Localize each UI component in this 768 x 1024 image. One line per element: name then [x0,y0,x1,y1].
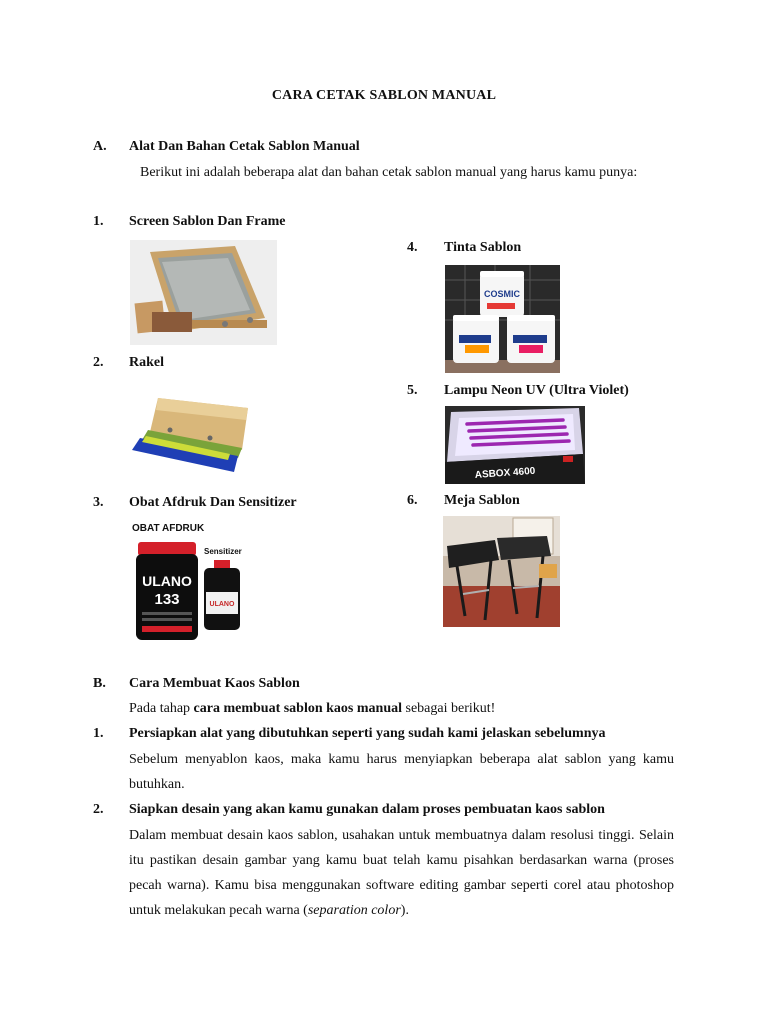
tool-number: 3. [93,495,104,510]
sensitizer-label: Sensitizer [204,547,242,556]
ink-buckets-photo [445,265,560,373]
tool-label: Obat Afdruk Dan Sensitizer [129,495,297,510]
step-body: Sebelum menyablon kaos, maka kamu harus menyiapkan beberapa alat sablon yang kamu butuhkan. [129,752,674,792]
screen-frame-photo [130,240,277,345]
tool-number: 6. [407,493,418,508]
afdruk-number: 133 [154,591,180,608]
step-body-end: ). [400,903,409,918]
tool-number: 2. [93,355,104,370]
tool-label: Rakel [129,355,164,370]
tool-label: Screen Sablon Dan Frame [129,214,286,229]
tool-number: 1. [93,214,104,229]
afdruk-label: OBAT AFDRUK [132,523,205,534]
tool-label: Tinta Sablon [444,240,522,255]
printing-table-photo [443,516,560,627]
section-a-intro: Berikut ini adalah beberapa alat dan bahan cetak sablon manual yang harus kamu punya: [140,165,638,180]
section-a-heading: Alat Dan Bahan Cetak Sablon Manual [129,139,360,154]
tool-label: Lampu Neon UV (Ultra Violet) [444,383,629,398]
step-body-italic: separation color [307,903,401,918]
step-body-text: Dalam membuat desain kaos sablon, usahakan untuk membuatnya dalam resolusi tinggi. Selain itu pastikan desain gambar yang kamu buat telah kamu pisahkan berdasarkan warna (proses pecah warna). Kamu bisa menggunakan software editing gambar seperti corel atau photoshop untuk melakukan pecah warna ( [129,828,674,918]
document-title: CARA CETAK SABLON MANUAL [271,88,497,103]
emulsion-sensitizer-photo [130,518,250,643]
uv-box-brand: ASBOX 4600 [474,465,536,481]
tool-label: Meja Sablon [444,493,520,508]
tool-number: 4. [407,240,418,255]
afdruk-brand: ULANO [142,573,192,589]
uv-lamp-photo [445,406,585,484]
intro-text-end: sebagai berikut! [402,701,496,716]
ink-brand: COSMIC [484,289,520,299]
step-heading: Siapkan desain yang akan kamu gunakan dalam proses pembuatan kaos sablon [129,802,605,817]
intro-text: Pada tahap [129,701,194,716]
step-number: 1. [93,726,104,741]
section-b-heading: Cara Membuat Kaos Sablon [129,676,300,691]
sensitizer-brand: ULANO [209,601,235,608]
intro-bold-text: cara membuat sablon kaos manual [193,701,402,716]
step-number: 2. [93,802,104,817]
tool-number: 5. [407,383,418,398]
section-a-letter: A. [93,139,107,154]
step-heading: Persiapkan alat yang dibutuhkan seperti yang sudah kami jelaskan sebelumnya [129,726,606,741]
squeegee-photo [130,380,260,480]
section-b-letter: B. [93,676,106,691]
section-b-intro [129,701,495,717]
step-body [129,823,674,923]
